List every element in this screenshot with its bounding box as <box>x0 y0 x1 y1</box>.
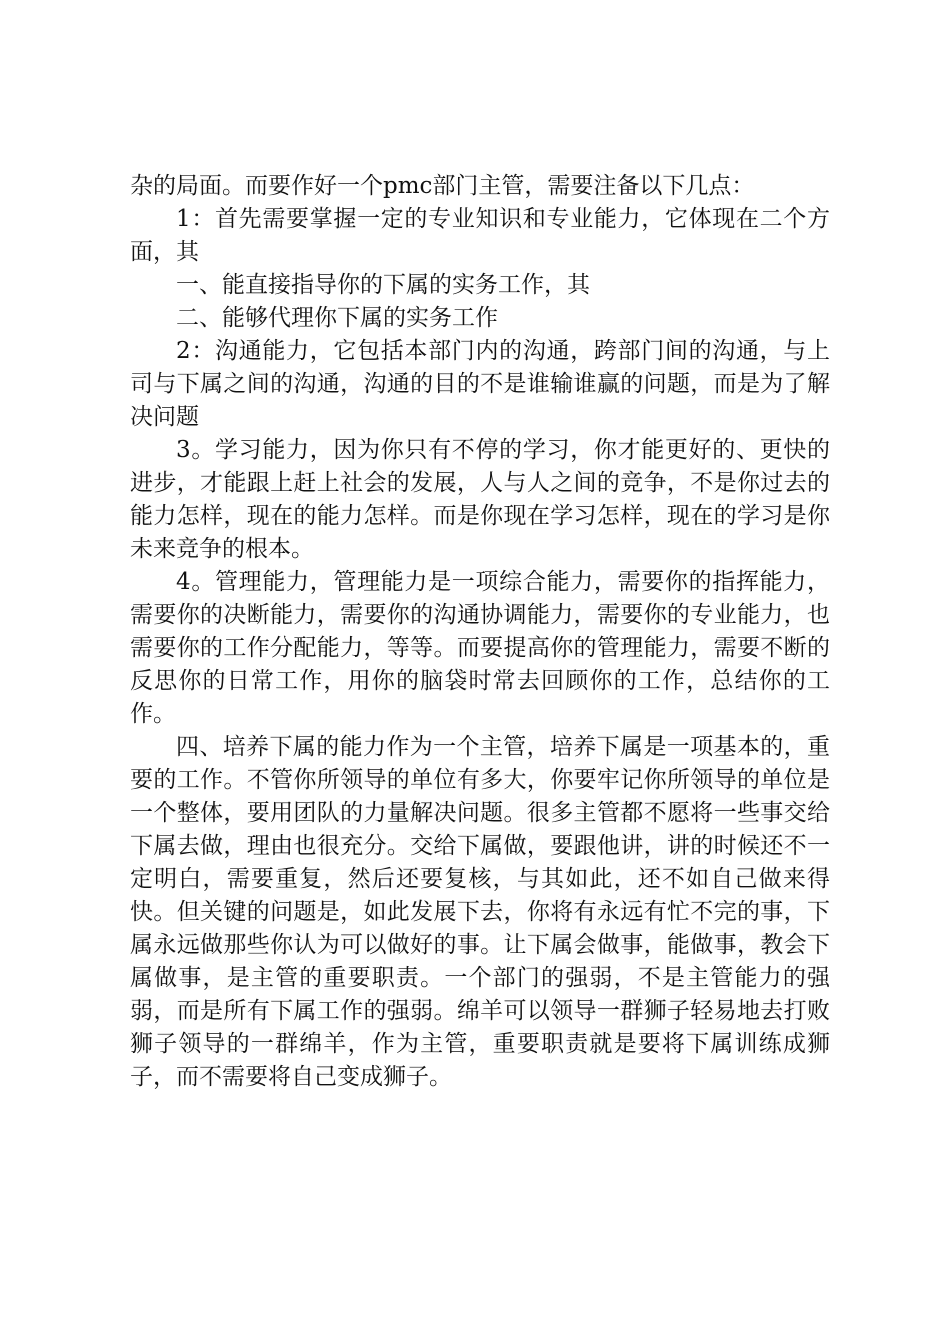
paragraph-section-4: 四、培养下属的能力作为一个主管，培养下属是一项基本的，重要的工作。不管你所领导的单位有多大，你要牢记你所领导的单位是一个整体，要用团队的力量解决问题。很多主管都不愿将一些事交给下属去做，理由也很充分。交给下属做，要跟他讲，讲的时候还不一定明白，需要重复，然后还要复核，与其如此，还不如自己做来得快。但关键的问题是，如此发展下去，你将有永远有忙不完的事，下属永远做那些你认为可以做好的事。让下属会做事，能做事，教会下属做事，是主管的重要职责。一个部门的强弱，不是主管能力的强弱，而是所有下属工作的强弱。绵羊可以领导一群狮子轻易地去打败狮子领导的一群绵羊，作为主管，重要职责就是要将下属训练成狮子，而不需要将自己变成狮子。 <box>130 734 830 1090</box>
document-body <box>130 170 830 1094</box>
paragraph-point-1: 1：首先需要掌握一定的专业知识和专业能力，它体现在二个方面，其 <box>130 206 830 265</box>
paragraph-point-2: 2：沟通能力，它包括本部门内的沟通，跨部门间的沟通，与上司与下属之间的沟通，沟通的目的不是谁输谁赢的问题，而是为了解决问题 <box>130 338 830 430</box>
paragraph-point-1-sub-1: 一、能直接指导你的下属的实务工作，其 <box>176 272 590 298</box>
paragraph-continuation: 杂的局面。而要作好一个pmc部门主管，需要注备以下几点： <box>130 173 755 199</box>
paragraph-point-1-sub-2: 二、能够代理你下属的实务工作 <box>176 305 498 331</box>
paragraph-point-3: 3。学习能力，因为你只有不停的学习，你才能更好的、更快的进步，才能跟上赶上社会的发展，人与人之间的竞争，不是你过去的能力怎样，现在的能力怎样。而是你现在学习怎样，现在的学习是你未来竞争的根本。 <box>130 437 830 562</box>
paragraph-point-4: 4。管理能力，管理能力是一项综合能力，需要你的指挥能力，需要你的决断能力，需要你的沟通协调能力，需要你的专业能力，也需要你的工作分配能力，等等。而要提高你的管理能力，需要不断的反思你的日常工作，用你的脑袋时常去回顾你的工作，总结你的工作。 <box>130 569 830 727</box>
